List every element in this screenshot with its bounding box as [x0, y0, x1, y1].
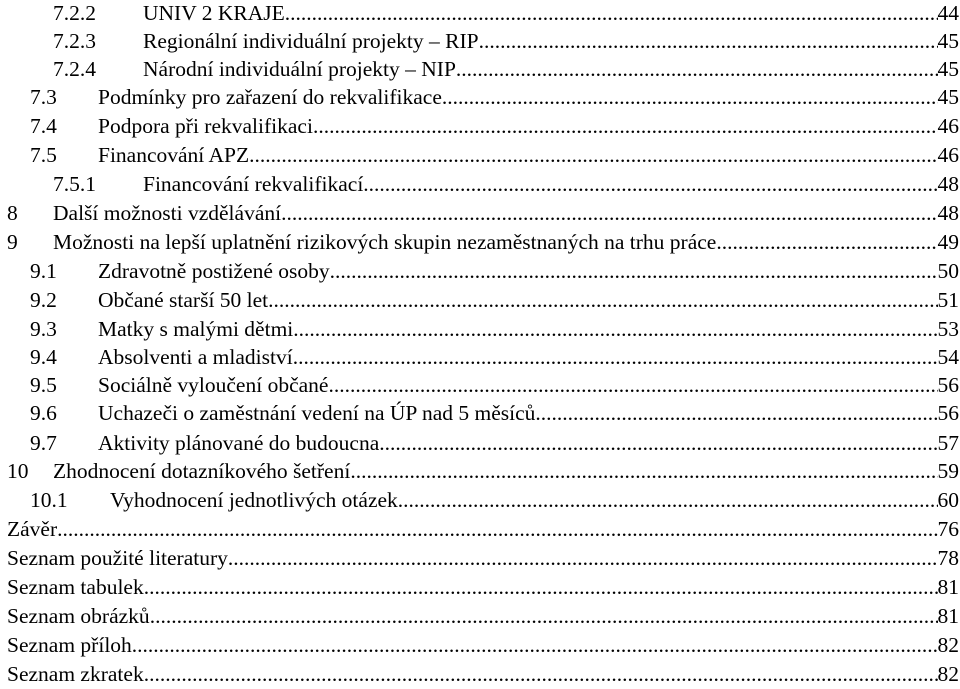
toc-entry-number: 7.2.4 [53, 57, 96, 81]
toc-dot-leader [249, 142, 937, 168]
toc-entry-page: 57 [937, 431, 959, 455]
toc-entry[interactable] [0, 372, 960, 398]
toc-entry-page: 78 [937, 546, 959, 570]
toc-entry-number: 9.3 [30, 317, 57, 341]
toc-entry[interactable] [0, 661, 960, 687]
toc-entry-page: 60 [937, 488, 959, 512]
toc-entry-title: Uchazeči o zaměstnání vedení na ÚP nad 5 měsíců [98, 401, 536, 425]
toc-dot-leader [281, 200, 937, 226]
toc-entry-title: Financování APZ [98, 143, 250, 167]
toc-entry-page: 53 [937, 317, 959, 341]
toc-dot-leader [442, 84, 938, 110]
toc-entry-title: Seznam příloh [7, 633, 132, 657]
toc-dot-leader [398, 487, 938, 513]
toc-entry-title: Financování rekvalifikací [143, 172, 364, 196]
toc-entry[interactable] [0, 458, 960, 484]
toc-entry-title: Zhodnocení dotazníkového šetření [53, 459, 351, 483]
toc-entry[interactable] [0, 229, 960, 255]
toc-entry-page: 81 [937, 575, 959, 599]
toc-entry-page: 45 [937, 85, 959, 109]
toc-entry-number: 9.2 [30, 288, 57, 312]
toc-entry-title: Matky s malými dětmi [98, 317, 294, 341]
toc-entry[interactable] [0, 344, 960, 370]
toc-dot-leader [716, 229, 937, 255]
toc-entry-page: 76 [937, 517, 959, 541]
toc-entry-number: 7.4 [30, 114, 57, 138]
toc-entry[interactable] [0, 84, 960, 110]
toc-entry-page: 48 [937, 201, 959, 225]
toc-entry-page: 81 [937, 604, 959, 628]
toc-entry-page: 48 [937, 172, 959, 196]
toc-entry[interactable] [0, 632, 960, 658]
toc-entry-title: Další možnosti vzdělávání [53, 201, 282, 225]
toc-entry-title: UNIV 2 KRAJE [143, 1, 285, 25]
toc-dot-leader [330, 258, 938, 284]
toc-dot-leader [328, 372, 937, 398]
toc-dot-leader [132, 632, 938, 658]
toc-entry[interactable] [0, 258, 960, 284]
toc-entry-page: 82 [937, 633, 959, 657]
toc-entry-title: Regionální individuální projekty – RIP [143, 29, 479, 53]
toc-entry[interactable] [0, 287, 960, 313]
toc-entry[interactable] [0, 400, 960, 426]
toc-entry-title: Seznam použité literatury [7, 546, 228, 570]
toc-entry-title: Seznam obrázků [7, 604, 150, 628]
toc-entry-title: Absolventi a mladiství [98, 345, 293, 369]
toc-entry-title: Možnosti na lepší uplatnění rizikových skupin nezaměstnaných na trhu práce [53, 230, 717, 254]
toc-entry-page: 56 [937, 401, 959, 425]
toc-entry[interactable] [0, 316, 960, 342]
toc-entry[interactable] [0, 171, 960, 197]
toc-entry-number: 8 [7, 201, 18, 225]
toc-entry-title: Vyhodnocení jednotlivých otázek [110, 488, 398, 512]
toc-entry[interactable] [0, 430, 960, 456]
toc-entry-number: 7.5.1 [53, 172, 96, 196]
toc-dot-leader [379, 430, 937, 456]
toc-entry-page: 82 [937, 662, 959, 686]
toc-entry-number: 9 [7, 230, 18, 254]
toc-entry-title: Aktivity plánované do budoucna [98, 431, 380, 455]
toc-entry-number: 10 [7, 459, 29, 483]
toc-entry-page: 56 [937, 373, 959, 397]
toc-entry[interactable] [0, 142, 960, 168]
toc-entry[interactable] [0, 545, 960, 571]
toc-entry-number: 9.4 [30, 345, 57, 369]
toc-entry-page: 49 [937, 230, 959, 254]
toc-entry-title: Sociálně vyloučení občané [98, 373, 329, 397]
toc-dot-leader [285, 0, 938, 26]
toc-dot-leader [293, 316, 937, 342]
toc-entry-page: 46 [937, 143, 959, 167]
toc-dot-leader [144, 574, 938, 600]
toc-dot-leader [144, 661, 938, 687]
toc-dot-leader [228, 545, 938, 571]
toc-dot-leader [313, 113, 938, 139]
toc-entry[interactable] [0, 487, 960, 513]
toc-entry-page: 51 [937, 288, 959, 312]
toc-entry[interactable] [0, 0, 960, 26]
toc-entry-page: 54 [937, 345, 959, 369]
toc-entry-page: 59 [937, 459, 959, 483]
toc-entry-number: 9.7 [30, 431, 57, 455]
toc-entry-number: 7.3 [30, 85, 57, 109]
toc-dot-leader [268, 287, 937, 313]
toc-dot-leader [456, 56, 938, 82]
toc-entry[interactable] [0, 516, 960, 542]
toc-dot-leader [535, 400, 937, 426]
toc-entry-page: 50 [937, 259, 959, 283]
toc-entry-page: 46 [937, 114, 959, 138]
toc-entry[interactable] [0, 56, 960, 82]
toc-entry-title: Národní individuální projekty – NIP [143, 57, 456, 81]
toc-entry-title: Závěr [7, 517, 58, 541]
toc-entry-title: Podpora při rekvalifikaci [98, 114, 313, 138]
toc-entry[interactable] [0, 200, 960, 226]
toc-entry-title: Podmínky pro zařazení do rekvalifikace [98, 85, 442, 109]
toc-dot-leader [293, 344, 938, 370]
toc-entry-number: 9.1 [30, 259, 57, 283]
toc-entry-title: Seznam zkratek [7, 662, 144, 686]
toc-entry-title: Seznam tabulek [7, 575, 144, 599]
toc-entry-number: 9.6 [30, 401, 57, 425]
toc-dot-leader [150, 603, 938, 629]
toc-entry-number: 7.5 [30, 143, 57, 167]
toc-dot-leader [57, 516, 937, 542]
toc-dot-leader [363, 171, 937, 197]
toc-entry-page: 45 [937, 57, 959, 81]
toc-dot-leader [350, 458, 937, 484]
toc-entry-title: Občané starší 50 let [98, 288, 269, 312]
toc-entry-page: 45 [937, 29, 959, 53]
toc-entry[interactable] [0, 603, 960, 629]
toc-entry-number: 7.2.3 [53, 29, 96, 53]
toc-entry-page: 44 [937, 1, 959, 25]
toc-entry-number: 7.2.2 [53, 1, 96, 25]
toc-entry-number: 9.5 [30, 373, 57, 397]
toc-entry[interactable] [0, 28, 960, 54]
toc-entry[interactable] [0, 574, 960, 600]
toc-entry-title: Zdravotně postižené osoby [98, 259, 330, 283]
toc-dot-leader [479, 28, 938, 54]
toc-entry[interactable] [0, 113, 960, 139]
toc-entry-number: 10.1 [30, 488, 68, 512]
